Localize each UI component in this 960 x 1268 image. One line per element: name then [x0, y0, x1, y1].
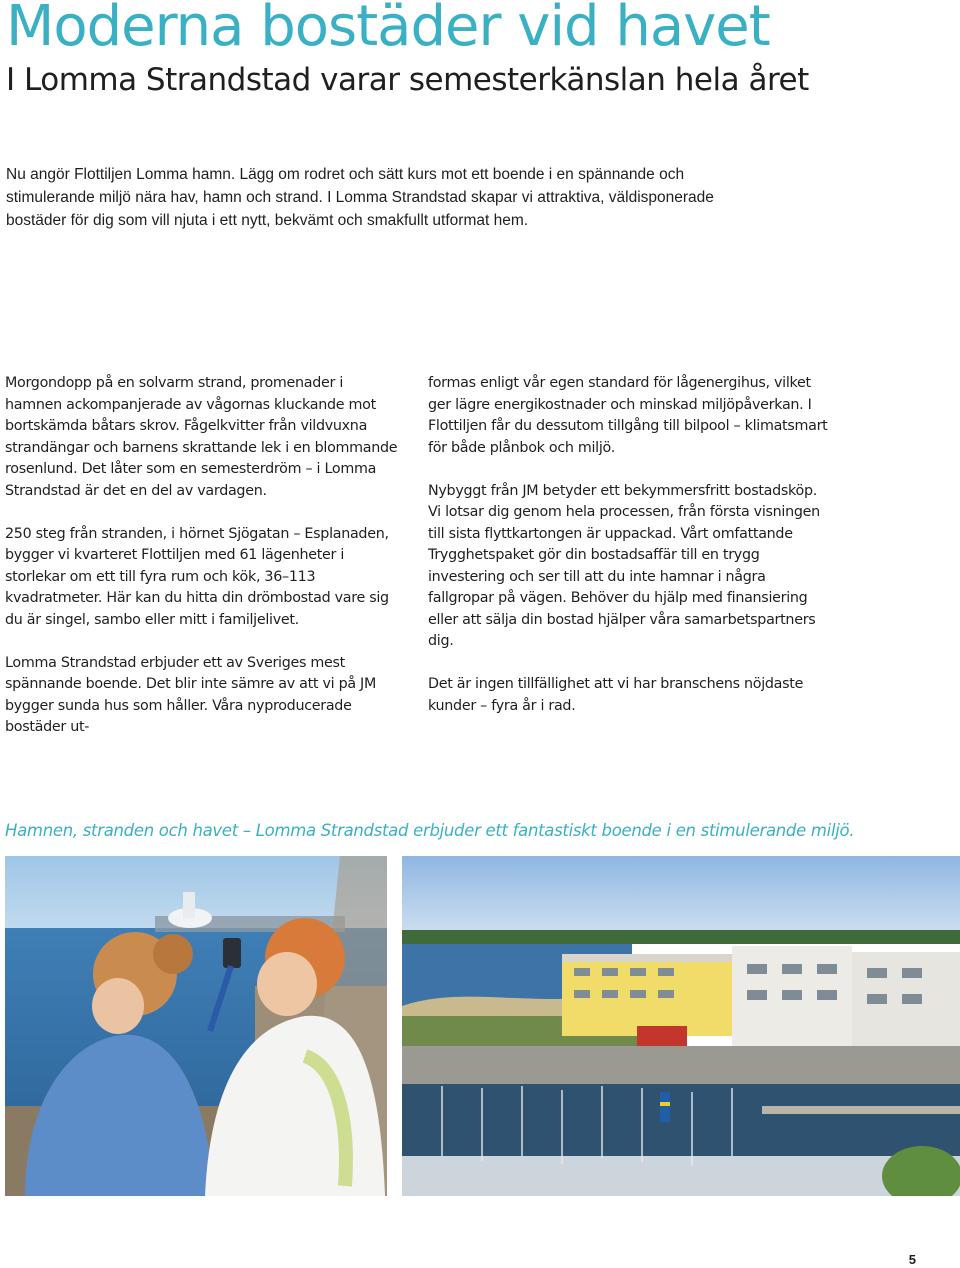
photo-caption: Hamnen, stranden och havet – Lomma Strandstad erbjuder ett fantastiskt boende i en stimulerande miljö. — [5, 821, 855, 840]
text-column-left — [5, 373, 403, 760]
page-subtitle: I Lomma Strandstad varar semesterkänslan hela året — [6, 62, 809, 98]
intro-paragraph: Nu angör Flottiljen Lomma hamn. Lägg om rodret och sätt kurs mot ett boende i en spännande och stimulerande miljö nära hav, hamn och strand. I Lomma Strandstad skapar vi attraktiva, väldisponerade bostäder för dig som vill njuta i ett nytt, bekvämt och smakfullt utformat hem. — [6, 166, 714, 229]
text-column-right — [428, 373, 828, 739]
body-paragraph: Morgondopp på en solvarm strand, promenader i hamnen ackompanjerade av vågornas kluckande mot bortskämda båtars skrov. Fågelkvitter från vildvuxna strandängar och barnens skrattande lek i en blommande rosenlund. Det låter som en semesterdröm – i Lomma Strandstad är det en del av vardagen. — [5, 375, 398, 499]
photo-harbour-buildings — [402, 856, 960, 1196]
page-title: Moderna bostäder vid havet — [6, 0, 770, 59]
body-paragraph: Nybyggt från JM betyder ett bekymmersfritt bostadsköp. Vi lotsar dig genom hela processen, från första visningen till sista flyttkartongen är uppackad. Vårt omfattande Trygghetspaket gör din bostadsaffär till en trygg investering och ser till att du inte hamnar i några fallgropar på vägen. Behöver du hjälp med finansiering eller att sälja din bostad hjälper våra samarbetspartners dig. — [428, 482, 820, 649]
body-paragraph: Det är ingen tillfällighet att vi har branschens nöjdaste kunder – fyra år i rad. — [428, 676, 804, 714]
page-number: 5 — [908, 1252, 916, 1267]
body-paragraph: formas enligt vår egen standard för lågenergihus, vilket ger lägre energikostnader och minskad miljöpåverkan. I Flottiljen får du dessutom tillgång till bilpool – klimatsmart för både plånbok och miljö. — [428, 375, 828, 456]
body-paragraph: 250 steg från stranden, i hörnet Sjögatan – Esplanaden, bygger vi kvarteret Flottiljen med 61 lägenheter i storlekar om ett till fyra rum och kök, 36–113 kvadratmeter. Här kan du hitta din drömbostad vare sig du är singel, sambo eller mitt i familjelivet. — [5, 525, 389, 628]
body-paragraph: Lomma Strandstad erbjuder ett av Sveriges mest spännande boende. Det blir inte sämre av att vi på JM bygger sunda hus som håller. Våra nyproducerade bostäder ut- — [5, 654, 376, 735]
photo-children-on-pier — [5, 856, 387, 1196]
